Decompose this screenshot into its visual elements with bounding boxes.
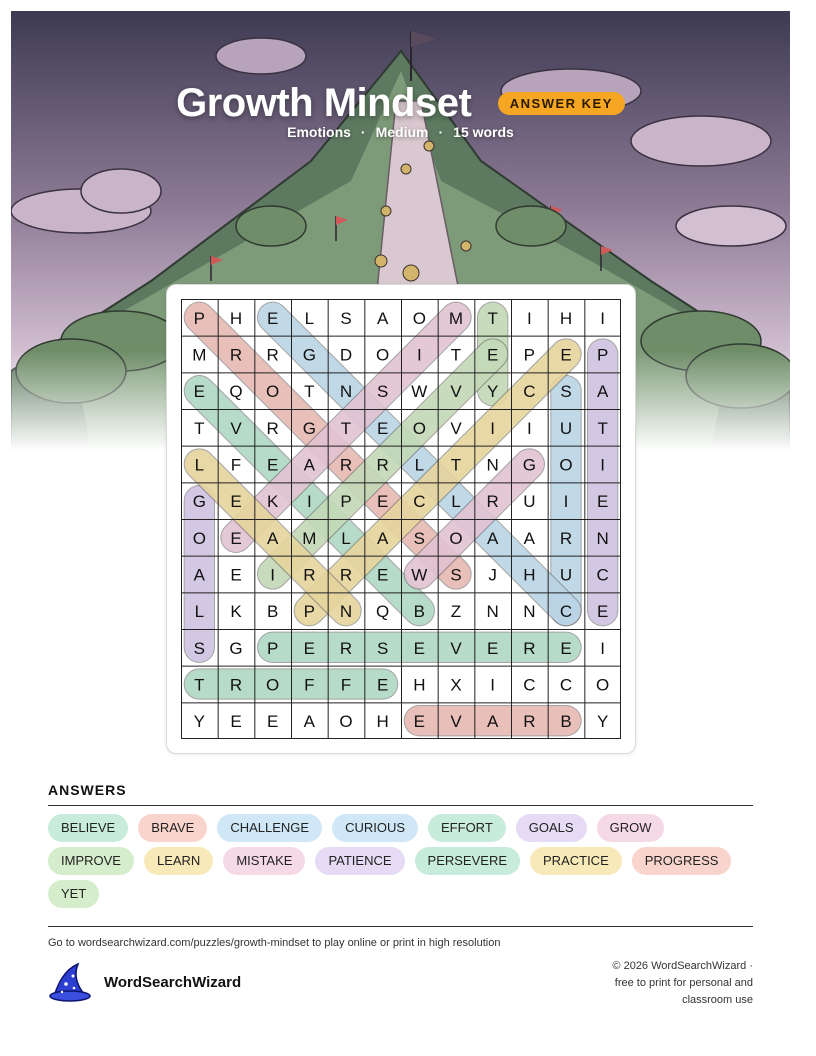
grid-letter[interactable]: N (486, 455, 499, 475)
answer-chip-practice: PRACTICE (530, 847, 622, 875)
grid-letter[interactable]: R (339, 565, 353, 585)
grid-letter[interactable]: N (339, 602, 353, 622)
grid-letter[interactable]: A (486, 712, 499, 732)
grid-letter[interactable]: C (559, 675, 573, 695)
grid-letter[interactable]: T (597, 418, 608, 438)
grid-letter[interactable]: I (490, 418, 496, 438)
grid-letter[interactable]: B (560, 712, 572, 732)
grid-letter[interactable]: C (523, 382, 536, 402)
grid-letter[interactable]: X (450, 675, 462, 695)
grid-letter[interactable]: H (523, 565, 536, 585)
grid-letter[interactable]: V (450, 418, 462, 438)
answer-chip-effort: EFFORT (428, 814, 506, 842)
grid-letter[interactable]: O (412, 308, 426, 328)
grid-letter[interactable]: N (486, 602, 499, 622)
answer-chip-curious: CURIOUS (332, 814, 418, 842)
grid-letter[interactable]: N (339, 382, 353, 402)
category-label: Emotions (287, 124, 351, 140)
divider (48, 926, 753, 927)
answer-chip-mistake: MISTAKE (223, 847, 305, 875)
footer-link-text[interactable]: Go to wordsearchwizard.com/puzzles/growth-mindset to play online or print in high resolution (48, 937, 501, 949)
grid-letter[interactable]: R (266, 345, 279, 365)
grid-letter[interactable]: S (376, 382, 389, 402)
grid-letter[interactable]: P (523, 345, 536, 365)
grid-letter[interactable]: T (304, 382, 315, 402)
grid-letter[interactable]: S (450, 565, 462, 585)
grid-letter[interactable]: W (411, 565, 428, 585)
grid-letter[interactable]: S (340, 308, 352, 328)
grid-letter[interactable]: R (229, 675, 243, 695)
grid-letter[interactable]: Z (450, 602, 462, 622)
word-count-label: 15 words (453, 124, 514, 140)
grid-letter[interactable]: E (303, 638, 316, 658)
grid-letter[interactable]: I (600, 638, 606, 658)
grid-letter[interactable]: P (193, 308, 206, 328)
grid-letter[interactable]: C (413, 492, 426, 512)
grid-letter[interactable]: E (596, 492, 609, 512)
grid-letter[interactable]: L (341, 528, 351, 548)
grid-letter[interactable]: E (230, 528, 242, 548)
grid-letter[interactable]: G (302, 418, 316, 438)
grid-letter[interactable]: A (303, 712, 316, 732)
grid-letter[interactable]: S (193, 638, 206, 658)
grid-letter[interactable]: A (266, 528, 279, 548)
grid-letter[interactable]: R (303, 565, 316, 585)
grid-letter[interactable]: R (559, 528, 573, 548)
grid-letter[interactable]: M (192, 345, 207, 365)
grid-letter[interactable]: A (376, 528, 389, 548)
answer-chip-persevere: PERSEVERE (415, 847, 520, 875)
grid-letter[interactable]: C (523, 675, 536, 695)
grid-letter[interactable]: E (230, 565, 242, 585)
answers-heading: ANSWERS (48, 782, 127, 798)
grid-letter[interactable]: R (523, 638, 536, 658)
grid-letter[interactable]: C (596, 565, 609, 585)
grid-letter[interactable]: Q (376, 602, 390, 622)
grid-letter[interactable]: O (596, 675, 610, 695)
grid-letter[interactable]: E (230, 712, 242, 732)
answer-chip-believe: BELIEVE (48, 814, 128, 842)
grid-letter[interactable]: H (559, 308, 573, 328)
grid-letter[interactable]: K (266, 492, 279, 512)
answer-chip-patience: PATIENCE (315, 847, 404, 875)
grid-letter[interactable]: Y (486, 382, 499, 402)
grid-letter[interactable]: P (596, 345, 609, 365)
grid-letter[interactable]: P (340, 492, 352, 512)
grid-letter[interactable]: I (600, 308, 606, 328)
grid-letter[interactable]: E (376, 675, 389, 695)
grid-letter[interactable]: U (559, 418, 573, 438)
grid-letter[interactable]: N (596, 528, 609, 548)
grid-letter[interactable]: E (413, 712, 426, 732)
answer-chip-improve: IMPROVE (48, 847, 134, 875)
grid-letter[interactable]: S (560, 382, 572, 402)
grid-letter[interactable]: U (559, 565, 573, 585)
answer-chip-grow: GROW (597, 814, 665, 842)
grid-letter[interactable]: E (413, 638, 426, 658)
grid-letter[interactable]: H (229, 308, 243, 328)
grid-letter[interactable]: I (526, 418, 532, 438)
grid-letter[interactable]: R (376, 455, 389, 475)
grid-letter[interactable]: V (450, 638, 462, 658)
wizard-hat-icon (48, 962, 92, 1002)
grid-letter[interactable]: S (376, 638, 389, 658)
answer-chip-challenge: CHALLENGE (217, 814, 322, 842)
grid-letter[interactable]: E (486, 638, 499, 658)
brand-name: WordSearchWizard (104, 973, 242, 991)
grid-letter[interactable]: I (600, 455, 606, 475)
grid-letter[interactable]: L (194, 602, 205, 622)
grid-letter[interactable]: C (559, 602, 573, 622)
grid-letter[interactable]: R (523, 712, 536, 732)
grid-letter[interactable]: T (450, 455, 462, 475)
grid-letter[interactable]: I (563, 492, 569, 512)
grid-letter[interactable]: E (193, 382, 206, 402)
answer-chip-progress: PROGRESS (632, 847, 732, 875)
grid-letter[interactable]: P (266, 638, 279, 658)
grid-letter[interactable]: P (303, 602, 316, 622)
grid-letter[interactable]: U (523, 492, 536, 512)
grid-letter[interactable]: S (413, 528, 426, 548)
grid-letter[interactable]: E (266, 308, 279, 328)
grid-letter[interactable]: E (376, 418, 389, 438)
grid-letter[interactable]: B (413, 602, 426, 622)
grid-letter[interactable]: W (411, 382, 428, 402)
grid-letter[interactable]: E (560, 345, 572, 365)
grid-letter[interactable]: E (266, 455, 279, 475)
grid-letter[interactable]: K (230, 602, 242, 622)
grid-letter[interactable]: R (229, 345, 243, 365)
grid-letter[interactable]: M (448, 308, 464, 328)
grid-letter[interactable]: L (451, 492, 461, 512)
grid-letter[interactable]: T (340, 418, 352, 438)
copyright-notice (553, 958, 753, 1009)
grid-letter[interactable]: A (523, 528, 536, 548)
grid-letter[interactable]: O (266, 382, 280, 402)
answer-chip-yet: YET (48, 880, 99, 908)
grid-letter[interactable]: B (266, 602, 279, 622)
answer-word-list (48, 814, 748, 908)
puzzle-title: Growth Mindset (176, 81, 472, 125)
grid-letter[interactable]: V (450, 382, 462, 402)
difficulty-label: Medium (375, 124, 429, 140)
grid-letter[interactable]: V (230, 418, 242, 438)
grid-letter[interactable]: A (303, 455, 316, 475)
grid-letter[interactable]: E (266, 712, 279, 732)
separator-dot: · (360, 124, 366, 140)
grid-letter[interactable]: O (192, 528, 206, 548)
brand[interactable] (48, 962, 241, 1002)
grid-letter[interactable]: T (194, 675, 205, 695)
grid-letter[interactable]: T (487, 308, 498, 328)
grid-letter[interactable]: G (302, 345, 316, 365)
grid-letter[interactable]: O (449, 528, 463, 548)
copyright-line: classroom use (682, 994, 753, 1006)
grid-letter[interactable]: R (339, 638, 353, 658)
word-search-grid (181, 299, 621, 739)
answer-chip-learn: LEARN (144, 847, 213, 875)
grid-letter[interactable]: F (304, 675, 315, 695)
separator-dot: · (438, 124, 444, 140)
answer-chip-brave: BRAVE (138, 814, 207, 842)
grid-letter[interactable]: I (270, 565, 276, 585)
grid-letter[interactable]: R (486, 492, 499, 512)
grid-letter[interactable]: O (266, 675, 280, 695)
grid-letter[interactable]: R (339, 455, 353, 475)
grid-letter[interactable]: T (450, 345, 462, 365)
grid-letter[interactable]: E (596, 602, 609, 622)
grid-letter[interactable]: Y (193, 712, 206, 732)
grid-letter[interactable]: F (340, 675, 352, 695)
grid-letter[interactable]: H (413, 675, 426, 695)
grid-letter[interactable]: G (229, 638, 243, 658)
grid-letter[interactable]: L (304, 308, 315, 328)
grid-letter[interactable]: A (596, 382, 609, 402)
copyright-line: free to print for personal and (614, 977, 753, 989)
puzzle-meta (11, 124, 790, 140)
grid-letter[interactable]: D (339, 345, 353, 365)
divider (48, 805, 753, 806)
grid-letter[interactable]: E (486, 345, 499, 365)
grid-letter[interactable]: I (490, 675, 496, 695)
grid-letter[interactable]: N (523, 602, 536, 622)
grid-letter[interactable]: E (376, 565, 389, 585)
answer-key-badge: ANSWER KEY (498, 92, 625, 115)
grid-letter[interactable]: F (230, 455, 242, 475)
grid-letter[interactable]: L (194, 455, 205, 475)
grid-letter[interactable]: H (376, 712, 389, 732)
grid-letter[interactable]: A (486, 528, 499, 548)
grid-letter[interactable]: V (450, 712, 462, 732)
grid-letter[interactable]: J (488, 565, 497, 585)
grid-letter[interactable]: M (302, 528, 317, 548)
answer-chip-goals: GOALS (516, 814, 587, 842)
grid-letter[interactable]: E (376, 492, 389, 512)
grid-letter[interactable]: G (522, 455, 536, 475)
grid-letter[interactable]: L (414, 455, 425, 475)
grid-letter[interactable]: O (339, 712, 353, 732)
grid-letter[interactable]: I (416, 345, 422, 365)
grid-letter[interactable]: O (412, 418, 426, 438)
grid-letter[interactable]: R (266, 418, 279, 438)
grid-letter[interactable]: I (306, 492, 312, 512)
grid-letter[interactable]: A (193, 565, 206, 585)
grid-letter[interactable]: Y (596, 712, 609, 732)
grid-letter[interactable]: O (559, 455, 573, 475)
copyright-line: © 2026 WordSearchWizard · (612, 960, 753, 972)
grid-letter[interactable]: T (194, 418, 205, 438)
grid-letter[interactable]: G (192, 492, 206, 512)
grid-letter[interactable]: E (560, 638, 572, 658)
grid-letter[interactable]: I (526, 308, 532, 328)
grid-letter[interactable]: Q (229, 382, 243, 402)
grid-letter[interactable]: A (376, 308, 389, 328)
grid-letter[interactable]: E (230, 492, 242, 512)
grid-letter[interactable]: O (376, 345, 390, 365)
